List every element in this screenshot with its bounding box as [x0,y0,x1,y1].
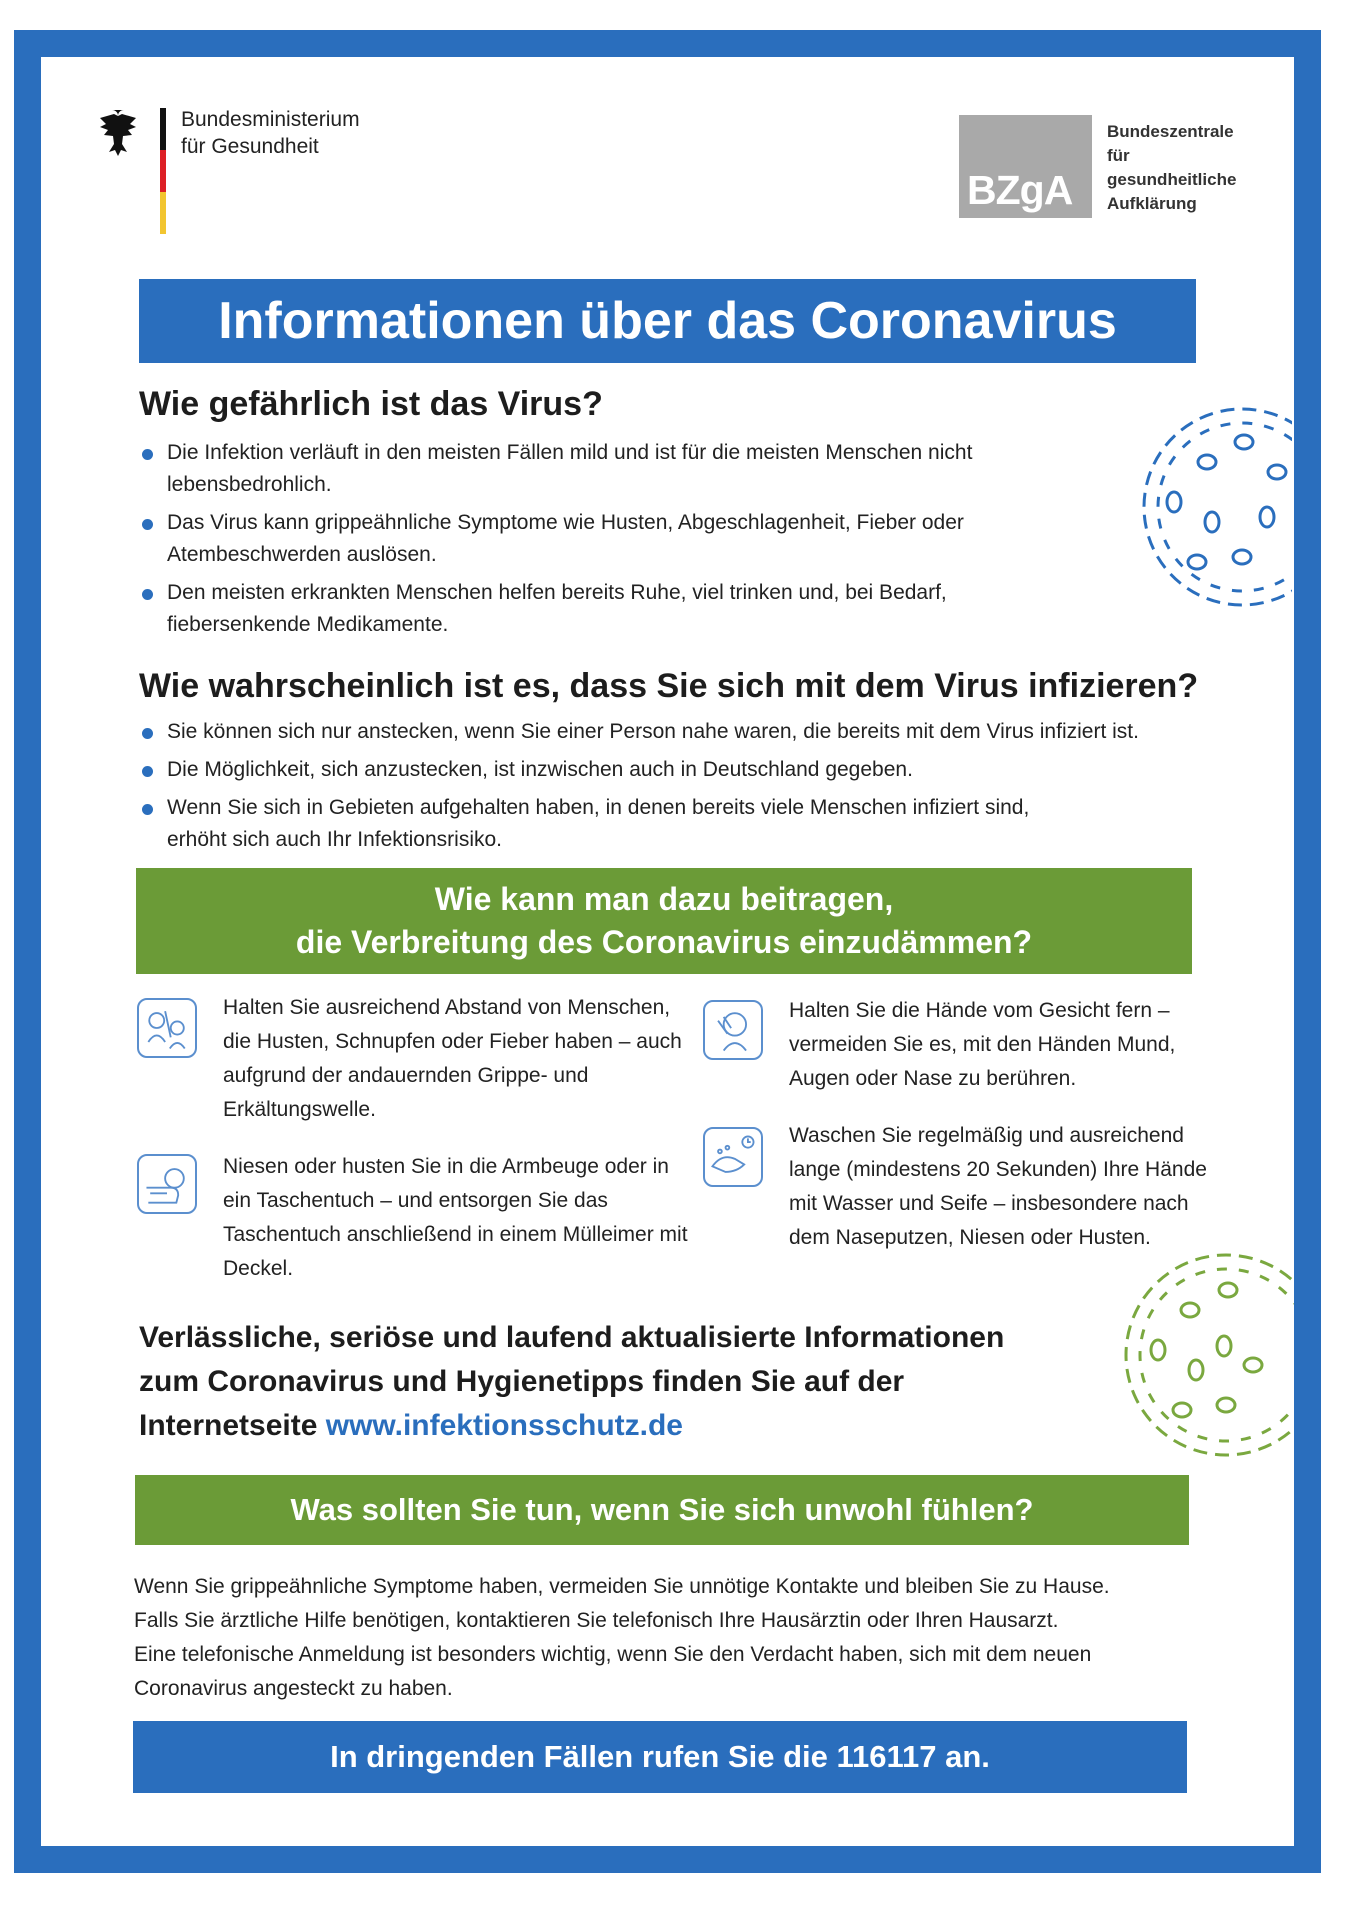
tip-sneeze: Niesen oder husten Sie in die Armbeuge oder in ein Taschentuch – und entsorgen Sie das Taschentuch anschließend in einem Mülleimer mit Deckel. [223,1155,688,1280]
section-heading-infection: Wie wahrscheinlich ist es, dass Sie sich mit dem Virus infizieren? [139,667,1199,705]
list-item: Die Möglichkeit, sich anzustecken, ist inzwischen auch in Deutschland gegeben. [139,754,1219,786]
sneeze-elbow-icon [137,1154,197,1214]
prevention-banner: Wie kann man dazu beitragen, die Verbreitung des Coronavirus einzudämmen? [136,868,1192,974]
infection-bullet-list [139,716,1219,862]
section-heading-danger: Wie gefährlich ist das Virus? [139,385,603,423]
emergency-banner: In dringenden Fällen rufen Sie die 116117 an. [133,1721,1187,1793]
bzga-logo [959,115,1092,218]
face-touch-icon [703,1000,763,1060]
danger-bullet-list [139,437,1019,647]
list-item: Wenn Sie sich in Gebieten aufgehalten haben, in denen bereits viele Menschen infiziert sind, erhöht sich auch Ihr Infektionsrisiko. [139,792,1047,856]
tip-face: Halten Sie die Hände vom Gesicht fern – vermeiden Sie es, mit den Händen Mund, Augen oder Nase zu berühren. [789,999,1176,1090]
bzga-logo-text: BZgA [967,167,1073,213]
unwell-paragraph: Wenn Sie grippeähnliche Symptome haben, vermeiden Sie unnötige Kontakte und bleiben Sie zu Hause. Falls Sie ärztliche Hilfe benötigen, kontaktieren Sie telefonisch Ihre Hausärztin oder Ihren Hausarzt. Eine telefonische Anmeldung ist besonders wichtig, wenn Sie den Verdacht haben, sich mit dem neuen Coronavirus angesteckt zu haben. [134,1575,1110,1700]
tip-distance: Halten Sie ausreichend Abstand von Menschen, die Husten, Schnupfen oder Fieber haben – auch aufgrund der andauernden Grippe- und Erkältungswelle. [223,996,682,1121]
virus-illustration-green-icon [1098,1240,1294,1470]
bzga-name: Bundeszentrale für gesundheitliche Aufklärung [1107,122,1237,213]
list-item: Die Infektion verläuft in den meisten Fällen mild und ist für die meisten Menschen nicht lebensbedrohlich. [139,437,1019,501]
tip-handwash: Waschen Sie regelmäßig und ausreichend lange (mindestens 20 Sekunden) Ihre Hände mit Wasser und Seife – insbesondere nach dem Naseputzen, Niesen oder Husten. [789,1124,1207,1249]
german-flag-bar [160,108,166,234]
info-text: Verlässliche, seriöse und laufend aktualisierte Informationen zum Coronavirus und Hygienetipps finden Sie auf der Internetseite www.infektionsschutz.de [139,1321,1005,1442]
page-title: Informationen über das Coronavirus [139,279,1196,363]
list-item: Das Virus kann grippeähnliche Symptome wie Husten, Abgeschlagenheit, Fieber oder Atembeschwerden auslösen. [139,507,1019,571]
unwell-banner: Was sollten Sie tun, wenn Sie sich unwohl fühlen? [135,1475,1189,1545]
website-link[interactable]: www.infektionsschutz.de [325,1409,683,1442]
list-item: Den meisten erkrankten Menschen helfen bereits Ruhe, viel trinken und, bei Bedarf, fiebersenkende Medikamente. [139,577,1019,641]
virus-illustration-icon [1122,392,1292,622]
handwash-icon [703,1127,763,1187]
list-item: Sie können sich nur anstecken, wenn Sie einer Person nahe waren, die bereits mit dem Virus infiziert ist. [139,716,1219,748]
federal-eagle-icon [98,104,150,162]
distance-icon [137,998,197,1058]
ministry-name: Bundesministerium für Gesundheit [181,108,360,158]
